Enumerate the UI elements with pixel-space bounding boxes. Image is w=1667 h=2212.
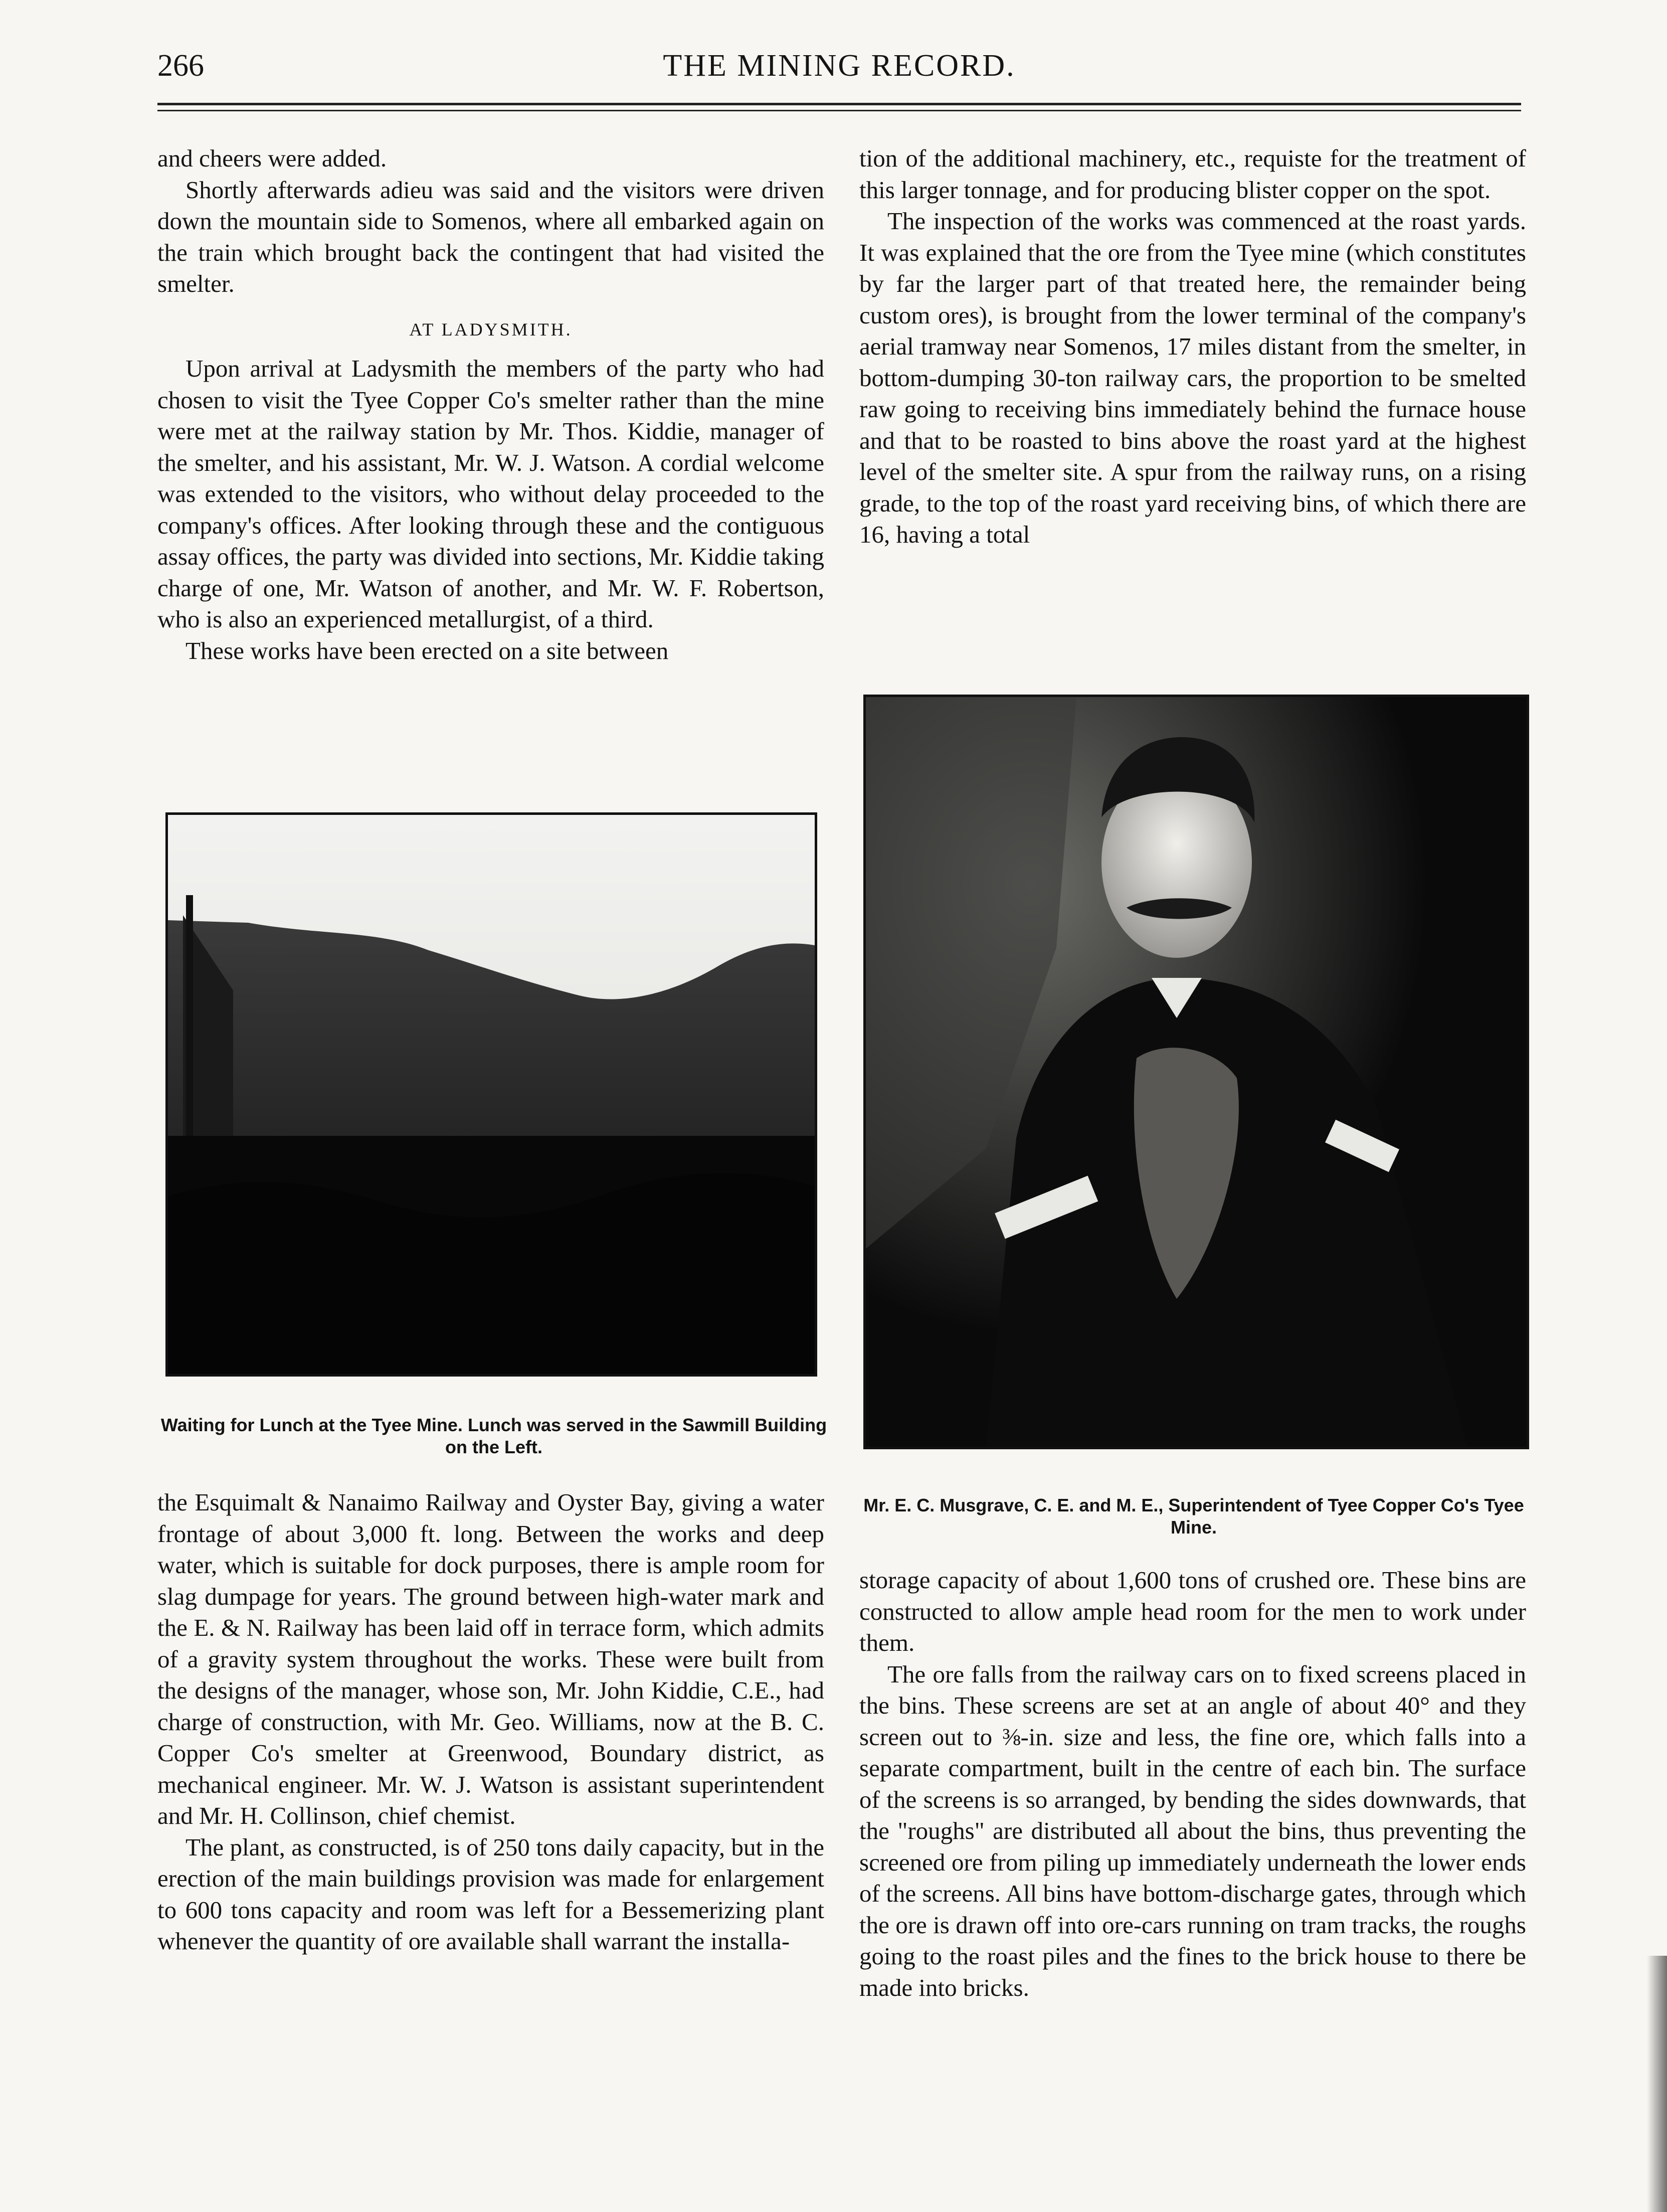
- paragraph: and cheers were added.: [157, 144, 387, 172]
- header-rule-top: [157, 103, 1521, 105]
- journal-title: THE MINING RECORD.: [663, 49, 1016, 83]
- landscape-image: [168, 815, 815, 1374]
- photo-portrait-musgrave: [863, 695, 1529, 1449]
- section-subheading: AT LADYSMITH.: [409, 319, 573, 339]
- page-header: [157, 48, 1521, 88]
- header-rule-bottom: [157, 110, 1521, 111]
- paragraph: the Esquimalt & Nanaimo Railway and Oyster Bay, giving a water frontage of about 3,000 ft. long. Between the works and deep water, which is suitable for dock purposes, there is ample room for slag dumpage for years. The ground between high-water mark and the E. & N. Railway has been laid off in terrace form, which admits of a gravity system throughout the works. These were built from the designs of the manager, whose son, Mr. John Kiddie, C.E., had charge of construction, with Mr. Geo. Williams, now at the B. C. Copper Co's smelter at Greenwood, Boundary district, as mechanical engineer. Mr. W. J. Watson is assistant superintendent and Mr. H. Collinson, chief chemist.: [157, 1488, 824, 1829]
- portrait-image: [866, 697, 1527, 1447]
- photo-caption-left: Waiting for Lunch at the Tyee Mine. Lunch was served in the Sawmill Building on the Left.: [160, 1415, 827, 1457]
- paragraph: Shortly afterwards adieu was said and the visitors were driven down the mountain side to Somenos, where all embarked again on the train which brought back the contingent that had visited the smelter.: [157, 176, 824, 297]
- paragraph: The inspection of the works was commenced at the roast yards. It was explained that the ore from the Tyee mine (which constitutes by far the larger part of that treated here, the remainder being custom ores), is brought from the lower terminal of the company's aerial tramway near Somenos, 17 miles distant from the smelter, in bottom-dumping 30-ton railway cars, the proportion to be smelted raw going to receiving bins immediately behind the furnace house and that to be roasted to bins above the roast yard at the highest level of the smelter site. A spur from the railway runs, on a rising grade, to the top of the roast yard receiving bins, of which there are 16, having a total: [859, 207, 1526, 548]
- paragraph: tion of the additional machinery, etc., requiste for the treatment of this larger tonnage, and for producing blister copper on the spot.: [859, 144, 1526, 204]
- right-column-top: [859, 143, 1526, 551]
- left-column-top: [157, 143, 824, 666]
- paragraph: These works have been erected on a site between: [186, 636, 669, 664]
- paragraph: The ore falls from the railway cars on to fixed screens placed in the bins. These screens are set at an angle of about 40° and they screen out to ⅜-in. size and less, the fine ore, which falls into a separate compartment, built in the centre of each bin. The surface of the screens is so arranged, by bending the sides downwards, that the "roughs" are distributed all about the bins, thus preventing the screened ore from piling up immediately underneath the lower ends of the screens. All bins have bottom-discharge gates, through which the ore is drawn off into ore-cars running on tram tracks, the roughs going to the roast piles and the fines to the brick house to there be made into bricks.: [859, 1660, 1526, 2001]
- paragraph: storage capacity of about 1,600 tons of crushed ore. These bins are constructed to allow ample head room for the men to work under them.: [859, 1566, 1526, 1656]
- photo-tyee-mine-landscape: [165, 812, 817, 1377]
- paragraph: Upon arrival at Ladysmith the members of the party who had chosen to visit the Tyee Copper Co's smelter rather than the mine were met at the railway station by Mr. Thos. Kiddie, manager of the smelter, and his assistant, Mr. W. J. Watson. A cordial welcome was extended to the visitors, who without delay proceeded to the company's offices. After looking through these and the contiguous assay offices, the party was divided into sections, Mr. Kiddie taking charge of one, Mr. Watson of another, and Mr. W. F. Robertson, who is also an experienced metallurgist, of a third.: [157, 355, 824, 633]
- photo-caption-right: Mr. E. C. Musgrave, C. E. and M. E., Superintendent of Tyee Copper Co's Tyee Mine.: [863, 1495, 1524, 1538]
- page-edge-shadow: [1647, 1956, 1667, 2212]
- paragraph: The plant, as constructed, is of 250 tons daily capacity, but in the erection of the main buildings provision was made for enlargement to 600 tons capacity and room was left for a Bessemerizing plant whenever the quantity of ore available shall warrant the installa-: [157, 1833, 824, 1955]
- right-column-bottom: [859, 1565, 1526, 2003]
- page-number: 266: [157, 49, 204, 83]
- left-column-bottom: [157, 1487, 824, 1957]
